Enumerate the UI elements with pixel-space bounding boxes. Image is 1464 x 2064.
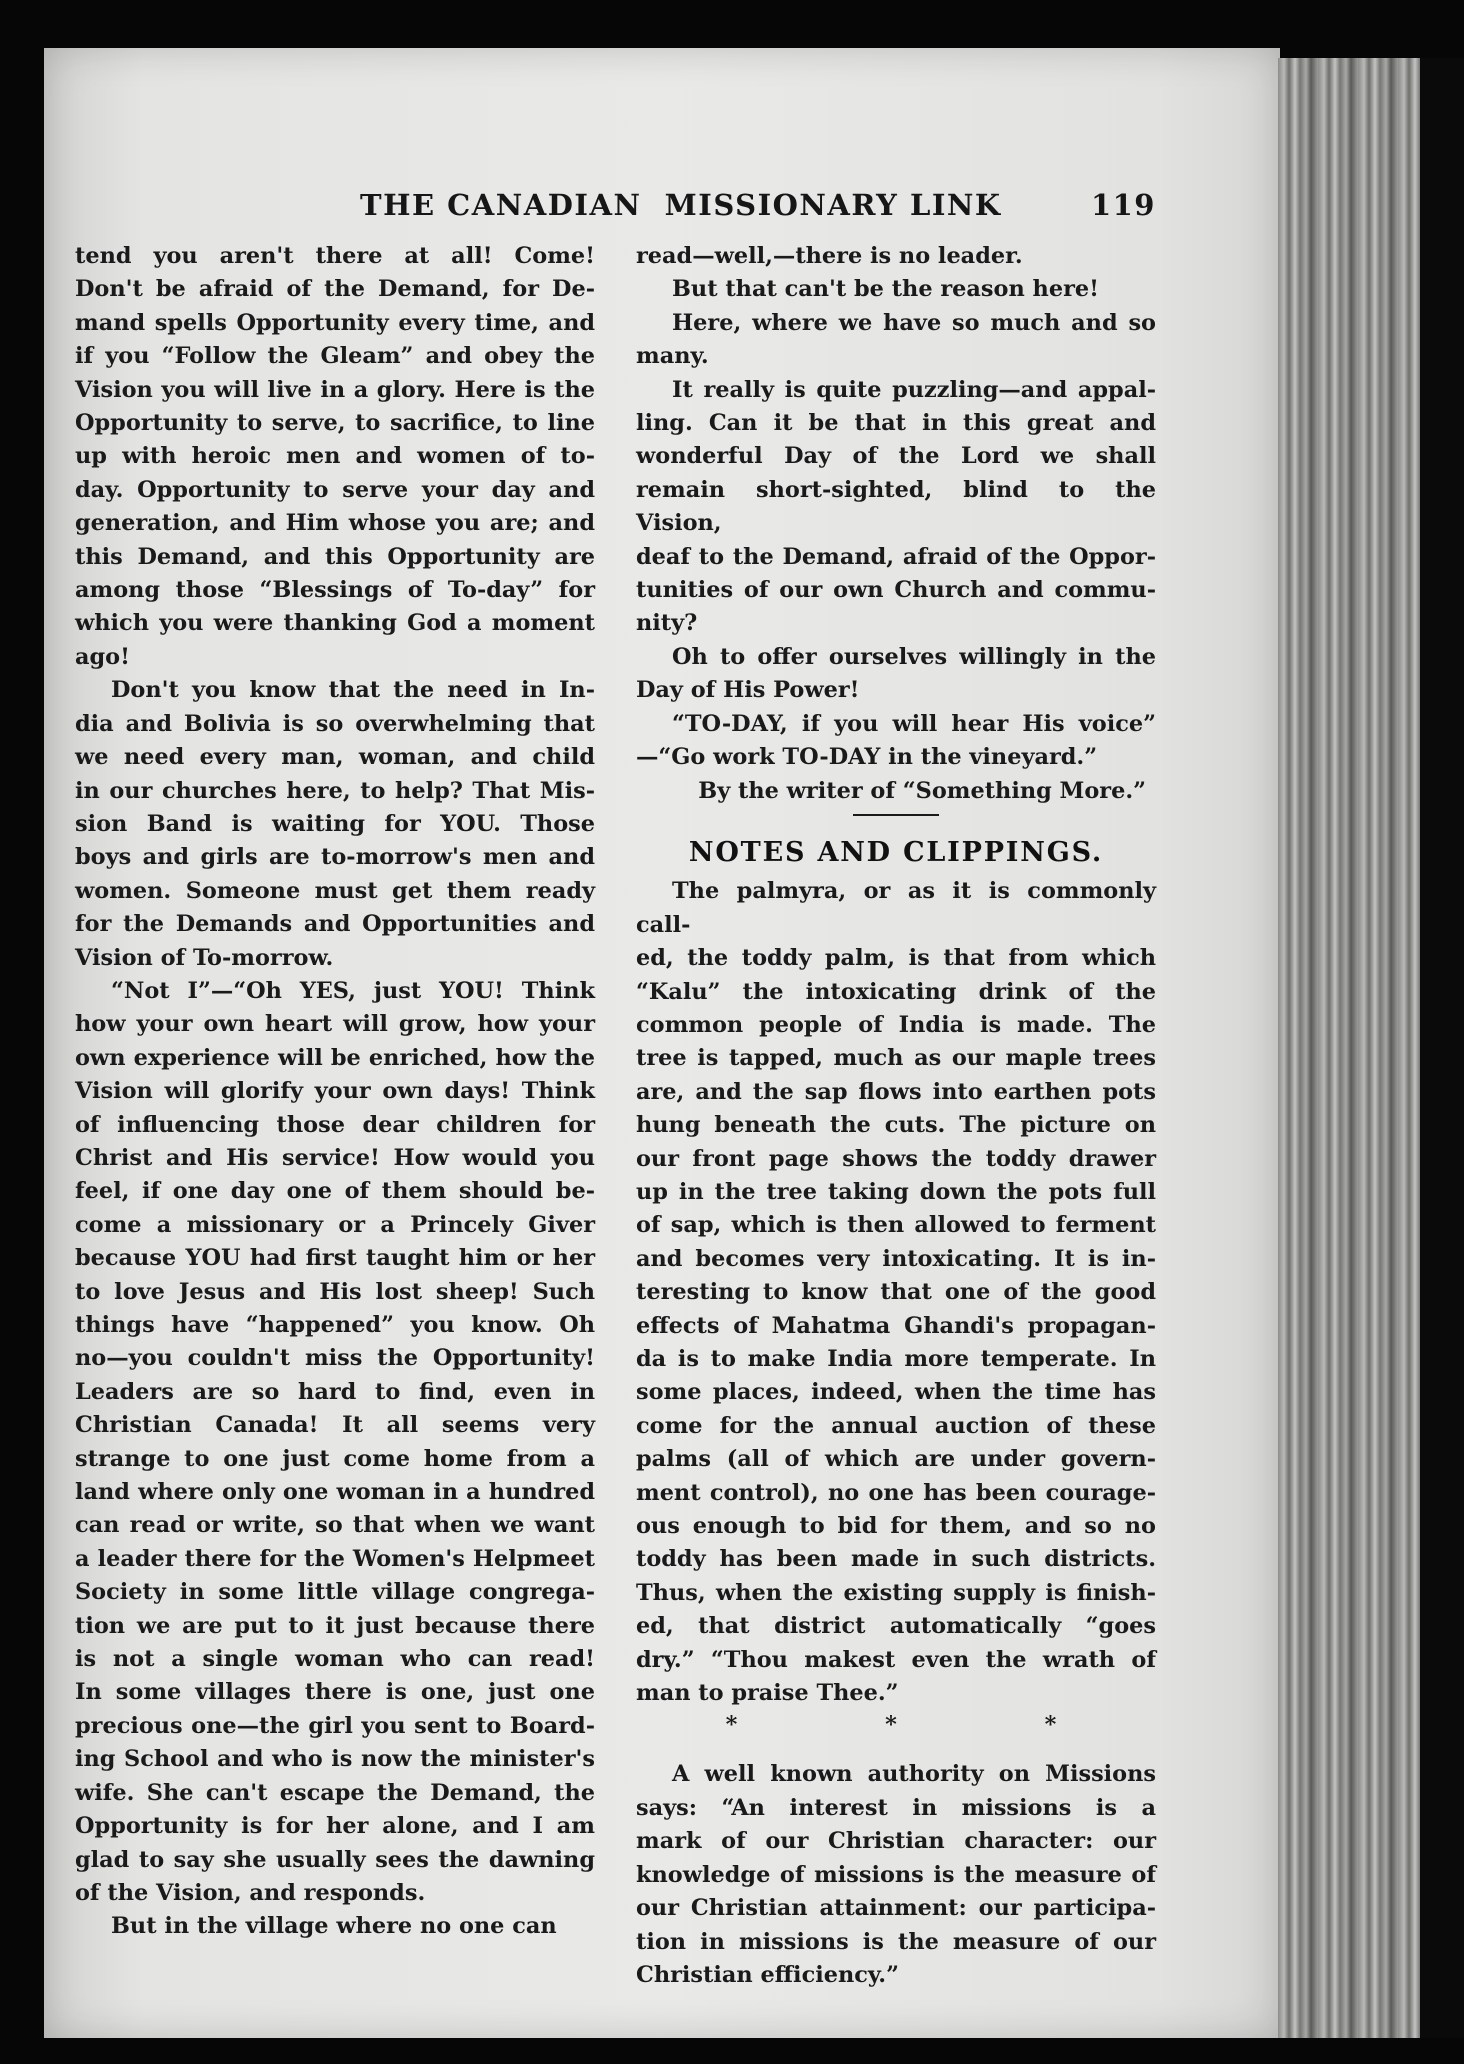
text-line: dia and Bolivia is so overwhelming that [75,710,595,737]
text-line: can read or write, so that when we want [75,1512,595,1539]
text-line: we need every man, woman, and child [75,744,595,771]
text-line: Opportunity is for her alone, and I am [75,1813,595,1840]
text-line: ous enough to bid for them, and so no [636,1513,1156,1540]
text-line: generation, and Him whose you are; and [75,510,595,537]
text-line: tree is tapped, much as our maple trees [636,1045,1156,1072]
text-line: boys and girls are to-morrow's men and [75,844,595,871]
text-line: Christ and His service! How would you [75,1144,595,1171]
text-line: tend you aren't there at all! Come! [75,243,595,269]
text-line: Day of His Power! [636,677,860,704]
page-number: 119 [1090,188,1156,222]
text-line: —“Go work TO-DAY in the vineyard.” [636,744,1098,771]
text-line: Vision of To-morrow. [75,944,334,971]
text-line: A well known authority on Missions [672,1761,1156,1788]
scan-border-right [1420,58,1464,2038]
text-line: precious one—the girl you sent to Board- [75,1712,595,1739]
text-line: our Christian attainment: our participa- [636,1895,1156,1922]
text-line: of sap, which is then allowed to ferment [636,1212,1156,1239]
text-line: palms (all of which are under govern- [636,1446,1156,1473]
text-line: tunities of our own Church and commu- [636,577,1156,604]
text-line: no—you couldn't miss the Opportunity! [75,1345,595,1372]
text-line: But in the village where no one can [111,1913,557,1940]
text-line: Christian Canada! It all seems very [75,1412,595,1439]
text-line: read—well,—there is no leader. [636,243,1023,269]
text-line: da is to make India more temperate. In [636,1346,1156,1372]
text-line: ed, that district automatically “goes [636,1613,1156,1640]
text-line: up in the tree taking down the pots full [636,1178,1156,1205]
text-line: tion we are put to it just because there [75,1612,595,1639]
text-line: some places, indeed, when the time has [636,1379,1156,1406]
text-line: feel, if one day one of them should be- [75,1178,595,1205]
text-line: Oh to offer ourselves willingly in the [672,643,1156,670]
text-line: hung beneath the cuts. The picture on [636,1112,1156,1139]
text-line: says: “An interest in missions is a [636,1794,1156,1821]
text-line: glad to say she usually sees the dawning [75,1846,595,1873]
text-line: mark of our Christian character: our [636,1828,1156,1855]
text-line: land where only one woman in a hundred [75,1479,595,1506]
text-line: nity? [636,610,698,637]
text-line: “Not I”—“Oh YES, just YOU! Think [111,977,595,1004]
text-line: common people of India is made. The [636,1011,1156,1038]
separator-stars: * * * [725,1712,1127,1739]
text-line: wife. She can't escape the Demand, the [75,1779,595,1806]
text-line: Don't be afraid of the Demand, for De- [75,276,595,303]
text-line: day. Opportunity to serve your day and [75,476,595,503]
text-line: of the Vision, and responds. [75,1879,426,1906]
text-line: women. Someone must get them ready [75,877,595,904]
page-edges [1278,58,1438,2038]
text-line: if you “Follow the Gleam” and obey the [75,343,595,370]
journal-title: THE CANADIAN MISSIONARY LINK [360,188,1002,222]
text-line: In some villages there is one, just one [75,1679,595,1706]
text-line: effects of Mahatma Ghandi's propagan- [636,1312,1156,1339]
section-title: NOTES AND CLIPPINGS. [688,836,1104,868]
text-line: to love Jesus and His lost sheep! Such [75,1278,595,1305]
text-line: remain short-sighted, blind to the Vision, [636,476,1156,537]
text-line: toddy has been made in such districts. [636,1546,1156,1573]
text-line: how your own heart will grow, how your [75,1011,595,1038]
signature: By the writer of “Something More.” [698,777,1146,804]
text-line: “Kalu” the intoxicating drink of the [636,978,1156,1005]
text-line: knowledge of missions is the measure of [636,1861,1156,1888]
text-line: It really is quite puzzling—and appal- [672,376,1156,403]
text-line: a leader there for the Women's Helpmeet [75,1545,595,1572]
text-line: The palmyra, or as it is commonly call- [636,878,1156,938]
text-line: Society in some little village congrega- [75,1579,595,1606]
text-line: mand spells Opportunity every time, and [75,309,595,336]
text-line: come a missionary or a Princely Giver [75,1211,595,1238]
text-line: ing School and who is now the minister's [75,1746,595,1773]
text-line: ling. Can it be that in this great and [636,410,1156,437]
text-line: in our churches here, to help? That Mis- [75,777,595,804]
text-line: are, and the sap flows into earthen pots [636,1078,1156,1105]
text-line: ed, the toddy palm, is that from which [636,945,1156,972]
text-line: Thus, when the existing supply is finish- [636,1579,1156,1606]
text-line: things have “happened” you know. Oh [75,1312,595,1338]
text-line: which you were thanking God a moment [75,610,595,637]
text-line: tion in missions is the measure of our [636,1928,1156,1955]
text-line: among those “Blessings of To-day” for [75,577,595,604]
text-line: Leaders are so hard to find, even in [75,1378,595,1405]
text-line: many. [636,343,709,370]
text-line: Vision you will live in a glory. Here is the [75,376,595,403]
text-line: because YOU had first taught him or her [75,1245,595,1272]
text-line: deaf to the Demand, afraid of the Oppor- [636,543,1156,570]
text-line: this Demand, and this Opportunity are [75,543,595,570]
text-line: of influencing those dear children for [75,1111,595,1138]
text-line: man to praise Thee.” [636,1680,899,1707]
text-line: our front page shows the toddy drawer [636,1145,1156,1172]
text-line: wonderful Day of the Lord we shall [636,443,1156,470]
text-line: dry.” “Thou makest even the wrath of [636,1646,1156,1673]
text-line: But that can't be the reason here! [672,276,1099,303]
text-line: ment control), no one has been courage- [636,1479,1156,1506]
text-line: ago! [75,643,130,670]
text-line: is not a single woman who can read! [75,1646,595,1673]
text-line: Here, where we have so much and so [672,309,1156,336]
text-line: “TO-DAY, if you will hear His voice” [672,710,1156,737]
section-divider [853,814,939,816]
text-line: up with heroic men and women of to- [75,443,595,470]
right-column [636,240,1156,1992]
text-line: come for the annual auction of these [636,1412,1156,1439]
text-line: Don't you know that the need in In- [111,677,595,704]
text-line: own experience will be enriched, how the [75,1044,595,1071]
text-line: and becomes very intoxicating. It is in- [636,1245,1156,1272]
running-head [360,188,1180,228]
left-column [75,240,595,1944]
text-line: for the Demands and Opportunities and [75,911,595,938]
text-line: Vision will glorify your own days! Think [75,1078,595,1105]
text-line: sion Band is waiting for YOU. Those [75,810,595,837]
text-line: Christian efficiency.” [636,1961,899,1988]
text-line: teresting to know that one of the good [636,1279,1156,1306]
text-line: strange to one just come home from a [75,1445,595,1472]
text-line: Opportunity to serve, to sacrifice, to line [75,410,595,437]
